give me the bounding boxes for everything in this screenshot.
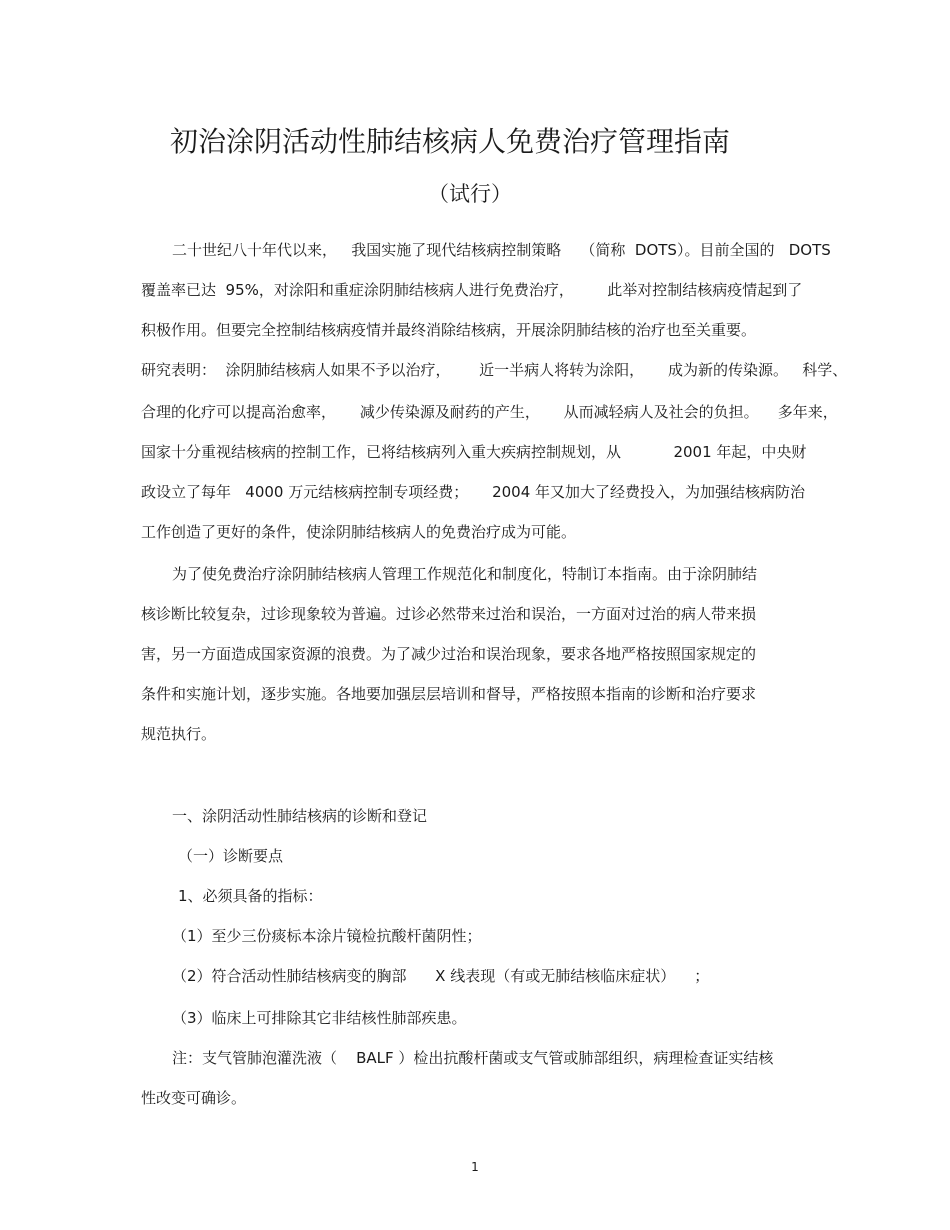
paragraph-2-line-5: 规范执行。: [141, 725, 217, 743]
paragraph-1-line-6: 国家十分重视结核病的控制工作，已将结核病列入重大疾病控制规划，从 2001 年起，中央财: [141, 443, 807, 461]
criterion-2: （2）符合活动性肺结核病变的胸部 X 线表现（有或无肺结核临床症状） ；: [172, 967, 710, 985]
criterion-3: （3）临床上可排除其它非结核性肺部疾患。: [172, 1009, 467, 1027]
document-subtitle: （试行）: [428, 182, 512, 206]
paragraph-2-line-3: 害，另一方面造成国家资源的浪费。为了减少过治和误治现象，要求各地严格按照国家规定的: [141, 645, 757, 663]
section-1-subheading: （一）诊断要点: [178, 847, 284, 865]
paragraph-1-line-3: 积极作用。但要完全控制结核病疫情并最终消除结核病，开展涂阴肺结核的治疗也至关重要。: [141, 321, 757, 339]
paragraph-2-line-1: 为了使免费治疗涂阴肺结核病人管理工作规范化和制度化，特制订本指南。由于涂阴肺结: [172, 565, 758, 583]
page-number: 1: [471, 1160, 479, 1174]
paragraph-1-line-4: 研究表明： 涂阴肺结核病人如果不予以治疗， 近一半病人将转为涂阳， 成为新的传染源。 科学、: [141, 361, 848, 379]
paragraph-2-line-2: 核诊断比较复杂，过诊现象较为普遍。过诊必然带来过治和误治，一方面对过治的病人带来损: [141, 605, 757, 623]
paragraph-1-line-5: 合理的化疗可以提高治愈率， 减少传染源及耐药的产生， 从而减轻病人及社会的负担。 多年来，: [141, 403, 838, 421]
criteria-heading: 1、必须具备的指标：: [178, 887, 323, 905]
document-title: 初治涂阴活动性肺结核病人免费治疗管理指南: [169, 125, 730, 158]
section-1-heading: 一、涂阴活动性肺结核病的诊断和登记: [172, 807, 428, 825]
paragraph-1-line-2: 覆盖率已达 95%，对涂阳和重症涂阴肺结核病人进行免费治疗， 此举对控制结核病疫情起到了: [141, 281, 803, 299]
criterion-1: （1）至少三份痰标本涂片镜检抗酸杆菌阴性；: [172, 927, 482, 945]
paragraph-1-line-7: 政设立了每年 4000 万元结核病控制专项经费； 2004 年又加大了经费投入，为加强结核病防治: [141, 483, 806, 501]
paragraph-1-line-1: 二十世纪八十年代以来， 我国实施了现代结核病控制策略 （简称 DOTS）。目前全国的 DOTS: [172, 241, 831, 259]
paragraph-2-line-4: 条件和实施计划，逐步实施。各地要加强层层培训和督导，严格按照本指南的诊断和治疗要求: [141, 685, 757, 703]
note-line-1: 注：支气管肺泡灌洗液（ BALF ）检出抗酸杆菌或支气管或肺部组织，病理检查证实结核: [172, 1049, 774, 1067]
note-line-2: 性改变可确诊。: [141, 1089, 247, 1107]
paragraph-1-line-8: 工作创造了更好的条件，使涂阴肺结核病人的免费治疗成为可能。: [141, 523, 577, 541]
